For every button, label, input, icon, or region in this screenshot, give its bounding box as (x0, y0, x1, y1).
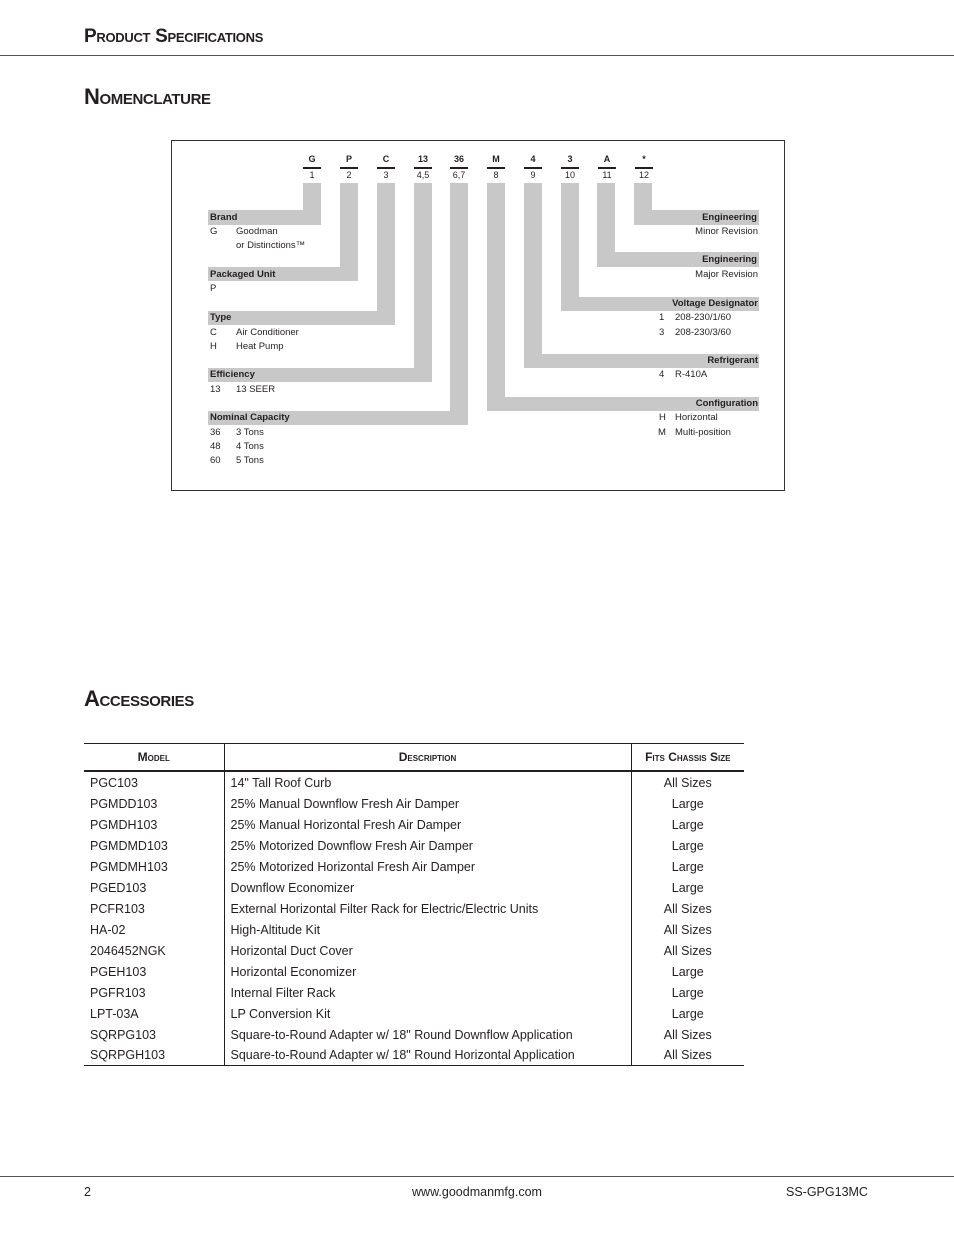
chassis-size-cell: All Sizes (631, 771, 744, 793)
table-row (84, 856, 744, 877)
model-cell: 2046452NGK (90, 943, 166, 958)
code-letter: 13 (417, 154, 428, 164)
model-cell: PGMDMH103 (90, 859, 168, 874)
description-cell: Downflow Economizer (224, 877, 631, 898)
table-row (84, 814, 744, 835)
description-cell: 25% Manual Horizontal Fresh Air Damper (224, 814, 631, 835)
table-row (84, 1024, 744, 1045)
major-revision-value: Major Revision (695, 269, 758, 280)
capacity-value: 5 Tons (236, 455, 264, 466)
code-position: 12 (638, 170, 649, 180)
code-letter: 4 (530, 154, 536, 164)
efficiency-label: Efficiency (210, 369, 255, 380)
document-id: SS-GPG13MC (786, 1185, 868, 1199)
configuration-code: H (659, 412, 666, 423)
chassis-size-cell: Large (631, 982, 744, 1003)
packaged-unit-code: P (210, 283, 217, 294)
accessories-table (84, 743, 744, 1066)
code-position: 2 (346, 170, 352, 180)
code-position: 1 (309, 170, 315, 180)
code-position: 11 (602, 170, 612, 180)
capacity-value: 3 Tons (236, 427, 264, 438)
description-cell: 14" Tall Roof Curb (224, 771, 631, 793)
code-position: 6,7 (452, 170, 466, 180)
code-underline (561, 167, 579, 169)
voltage-label: Voltage Designator (672, 298, 758, 309)
connector-refrigerant (524, 183, 542, 368)
code-underline (524, 167, 542, 169)
table-row (84, 919, 744, 940)
refrigerant-code: 4 (659, 369, 665, 380)
table-row (84, 1045, 744, 1066)
chassis-size-cell: Large (631, 835, 744, 856)
model-cell: PGMDH103 (90, 817, 158, 832)
column-header-description: Description (224, 744, 631, 772)
code-letter: G (308, 154, 316, 164)
code-underline (414, 167, 432, 169)
column-header-model: Model (84, 744, 224, 772)
voltage-code: 1 (659, 312, 665, 323)
code-letter: M (492, 154, 500, 164)
model-cell: HA-02 (90, 922, 126, 937)
model-cell: PCFR103 (90, 901, 145, 916)
capacity-code: 60 (210, 455, 221, 466)
code-underline (340, 167, 358, 169)
table-row (84, 877, 744, 898)
page-number: 2 (84, 1185, 91, 1199)
chassis-size-cell: Large (631, 961, 744, 982)
type-value: Heat Pump (236, 341, 284, 352)
description-cell: 25% Manual Downflow Fresh Air Damper (224, 793, 631, 814)
capacity-value: 4 Tons (236, 441, 264, 452)
type-label: Type (210, 312, 232, 323)
model-cell: PGMDD103 (90, 796, 158, 811)
voltage-code: 3 (659, 327, 665, 338)
code-letter: 36 (453, 154, 464, 164)
voltage-value: 208-230/1/60 (675, 312, 731, 323)
chassis-size-cell: Large (631, 1003, 744, 1024)
code-letter: 3 (567, 154, 573, 164)
code-underline (303, 167, 321, 169)
configuration-value: Horizontal (675, 412, 718, 423)
code-underline (598, 167, 616, 169)
table-row (84, 898, 744, 919)
code-underline (487, 167, 505, 169)
chassis-size-cell: All Sizes (631, 919, 744, 940)
code-position: 9 (530, 170, 536, 180)
model-cell: PGED103 (90, 880, 147, 895)
nomenclature-title: Nomenclature (84, 84, 211, 109)
description-cell: 25% Motorized Downflow Fresh Air Damper (224, 835, 631, 856)
chassis-size-cell: All Sizes (631, 1024, 744, 1045)
code-position: 10 (564, 170, 575, 180)
description-cell: Horizontal Duct Cover (224, 940, 631, 961)
model-cell: PGMDMD103 (90, 838, 168, 853)
connector-type (377, 183, 395, 325)
code-underline (377, 167, 395, 169)
model-cell: LPT-03A (90, 1006, 139, 1021)
code-underline (635, 167, 653, 169)
chassis-size-cell: Large (631, 856, 744, 877)
code-position: 3 (383, 170, 389, 180)
brand-code: G (210, 226, 218, 237)
description-cell: Horizontal Economizer (224, 961, 631, 982)
code-letter: * (642, 154, 646, 164)
chassis-size-cell: All Sizes (631, 898, 744, 919)
model-cell: SQRPGH103 (84, 1045, 224, 1066)
efficiency-code: 13 (210, 384, 221, 395)
brand-label: Brand (210, 212, 238, 223)
label-bar-type (208, 311, 395, 325)
minor-revision-label: Engineering (702, 212, 757, 223)
type-value: Air Conditioner (236, 327, 299, 338)
type-code: C (210, 327, 217, 338)
chassis-size-cell: Large (631, 814, 744, 835)
code-letter: P (345, 154, 352, 164)
capacity-code: 48 (210, 441, 221, 452)
packaged-unit-label: Packaged Unit (210, 269, 276, 280)
configuration-code: M (658, 427, 666, 438)
accessories-title: Accessories (84, 686, 194, 711)
footer-url: www.goodmanmfg.com (412, 1185, 542, 1199)
description-cell: Internal Filter Rack (224, 982, 631, 1003)
table-row (84, 961, 744, 982)
description-cell: 25% Motorized Horizontal Fresh Air Damper (224, 856, 631, 877)
model-cell: PGC103 (90, 775, 138, 790)
table-row (84, 771, 744, 793)
code-position: 4,5 (416, 170, 430, 180)
efficiency-value: 13 SEER (236, 384, 276, 395)
code-letter: A (603, 154, 611, 164)
table-row (84, 982, 744, 1003)
configuration-value: Multi-position (675, 427, 731, 438)
model-cell: PGFR103 (90, 985, 146, 1000)
page-header-title: Product Specifications (84, 26, 264, 47)
voltage-value: 208-230/3/60 (675, 327, 731, 338)
table-row (84, 940, 744, 961)
minor-revision-value: Minor Revision (695, 226, 758, 237)
description-cell: High-Altitude Kit (224, 919, 631, 940)
column-header-chassis-size: Fits Chassis Size (631, 744, 744, 772)
table-header-row (84, 744, 744, 772)
code-letter: C (382, 154, 390, 164)
nominal-capacity-label: Nominal Capacity (210, 412, 290, 423)
footer-rule (0, 1176, 954, 1177)
description-cell: LP Conversion Kit (224, 1003, 631, 1024)
chassis-size-cell: All Sizes (631, 940, 744, 961)
connector-efficiency (414, 183, 432, 382)
brand-value: or Distinctions™ (236, 240, 306, 251)
description-cell: External Horizontal Filter Rack for Electric/Electric Units (224, 898, 631, 919)
connector-nominal-capacity (450, 183, 468, 425)
major-revision-label: Engineering (702, 254, 757, 265)
code-underline (450, 167, 468, 169)
connector-voltage (561, 183, 579, 311)
refrigerant-label: Refrigerant (707, 355, 758, 366)
chassis-size-cell: Large (631, 793, 744, 814)
table-row (84, 835, 744, 856)
model-cell: PGEH103 (90, 964, 147, 979)
connector-configuration (487, 183, 505, 411)
chassis-size-cell: Large (631, 877, 744, 898)
capacity-code: 36 (210, 427, 221, 438)
chassis-size-cell: All Sizes (631, 1045, 744, 1066)
description-cell: Square-to-Round Adapter w/ 18" Round Horizontal Application (224, 1045, 631, 1066)
description-cell: Square-to-Round Adapter w/ 18" Round Downflow Application (224, 1024, 631, 1045)
table-row (84, 1003, 744, 1024)
table-row (84, 793, 744, 814)
brand-value: Goodman (236, 226, 278, 237)
model-cell: SQRPG103 (90, 1027, 157, 1042)
header-rule (0, 55, 954, 56)
code-position: 8 (493, 170, 499, 180)
accessories-table-body (84, 771, 744, 1066)
type-code: H (210, 341, 217, 352)
refrigerant-value: R-410A (675, 369, 708, 380)
nomenclature-diagram (171, 140, 785, 491)
configuration-label: Configuration (695, 398, 758, 409)
